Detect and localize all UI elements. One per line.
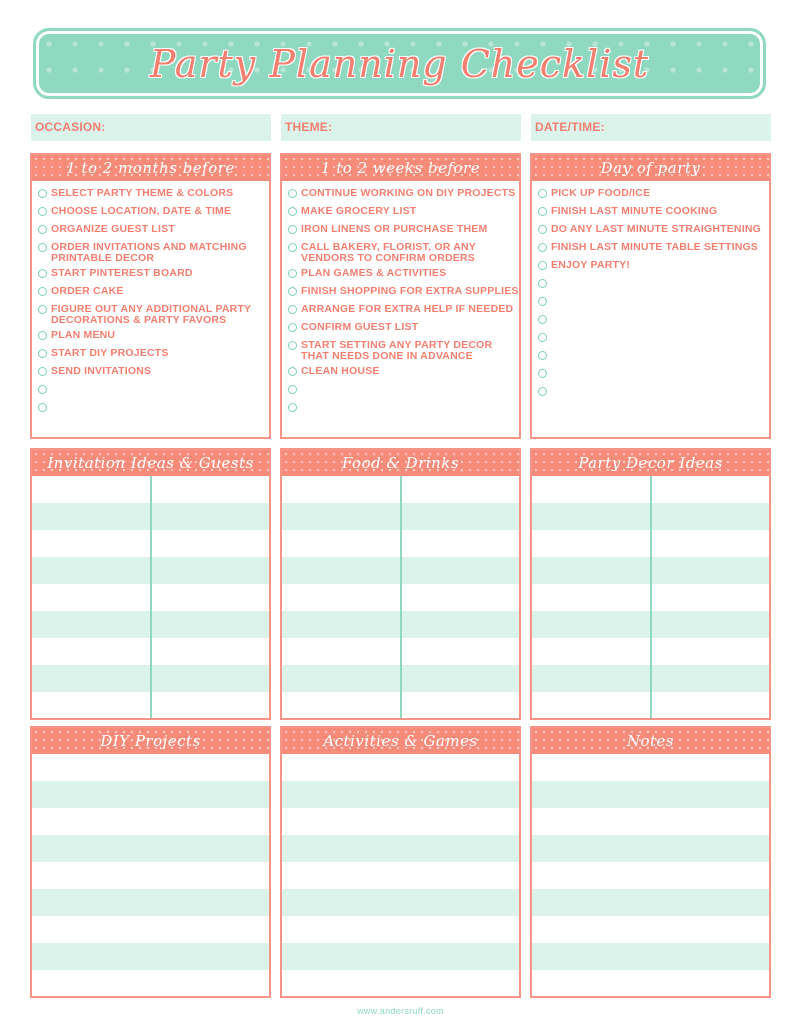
card-header	[532, 450, 769, 476]
checklist-item-text: PLAN GAMES & ACTIVITIES	[301, 267, 447, 279]
table-row[interactable]	[32, 862, 269, 889]
table-row[interactable]	[532, 754, 769, 781]
checklist-item-text: CONTINUE WORKING ON DIY PROJECTS	[301, 187, 516, 199]
table-row[interactable]	[532, 862, 769, 889]
checkbox-circle-icon[interactable]	[38, 287, 47, 296]
checklist-item-text: CLEAN HOUSE	[301, 365, 380, 377]
checkbox-circle-icon[interactable]	[288, 269, 297, 278]
checklist-item-text: ENJOY PARTY!	[551, 259, 631, 271]
checkbox-circle-icon[interactable]	[38, 243, 47, 252]
table-body[interactable]	[282, 476, 519, 718]
table-row[interactable]	[282, 943, 519, 970]
table-row[interactable]	[32, 781, 269, 808]
table-body[interactable]	[32, 754, 269, 996]
checklist-item[interactable]	[288, 322, 519, 335]
checklist-item-text: START DIY PROJECTS	[51, 347, 169, 359]
table-card-decor	[530, 448, 771, 720]
checklist-item-text: CONFIRM GUEST LIST	[301, 321, 419, 333]
checklist-item-text: SELECT PARTY THEME & COLORS	[51, 187, 234, 199]
table-card-food	[280, 448, 521, 720]
checklist-item-text: ORGANIZE GUEST LIST	[51, 223, 175, 235]
checklist-title-weeks: 1 to 2 weeks before	[320, 159, 481, 177]
checklist-item[interactable]	[288, 286, 519, 299]
occasion-field[interactable]	[31, 114, 271, 141]
checkbox-circle-icon[interactable]	[538, 315, 547, 324]
theme-label: THEME:	[285, 120, 333, 134]
checklist-item[interactable]	[538, 260, 769, 273]
column-divider	[650, 476, 652, 718]
checklist-item-text: FINISH LAST MINUTE COOKING	[551, 205, 718, 217]
checklist-item[interactable]	[38, 286, 269, 299]
checklist-item-text: SEND INVITATIONS	[51, 365, 152, 377]
checklist-item[interactable]	[38, 402, 269, 415]
date-time-field[interactable]	[531, 114, 771, 141]
checklist-item[interactable]	[38, 242, 269, 263]
checklist-item[interactable]	[288, 224, 519, 237]
checkbox-circle-icon[interactable]	[38, 331, 47, 340]
checklist-item[interactable]	[288, 304, 519, 317]
table-row[interactable]	[282, 835, 519, 862]
checklist-item[interactable]	[538, 368, 769, 381]
checklist-item[interactable]	[38, 330, 269, 343]
table-row[interactable]	[532, 808, 769, 835]
card-header	[282, 155, 519, 181]
checkbox-circle-icon[interactable]	[38, 269, 47, 278]
checklist-item[interactable]	[538, 224, 769, 237]
checkbox-circle-icon[interactable]	[38, 385, 47, 394]
checklist-item[interactable]	[288, 366, 519, 379]
table-row[interactable]	[282, 781, 519, 808]
checklist-item-text: CHOOSE LOCATION, DATE & TIME	[51, 205, 232, 217]
checkbox-circle-icon[interactable]	[288, 207, 297, 216]
checklist-item-text: FIGURE OUT ANY ADDITIONAL PARTY DECORATIONS & PARTY FAVORS	[51, 303, 252, 326]
checklist-item-text: MAKE GROCERY LIST	[301, 205, 417, 217]
checkbox-circle-icon[interactable]	[538, 279, 547, 288]
checkbox-circle-icon[interactable]	[288, 243, 297, 252]
checklist-item[interactable]	[288, 206, 519, 219]
table-title-activities: Activities & Games	[323, 732, 478, 750]
table-card-notes	[530, 726, 771, 998]
table-row[interactable]	[32, 808, 269, 835]
checkbox-circle-icon[interactable]	[38, 349, 47, 358]
checklist-card-weeks	[280, 153, 521, 439]
checkbox-circle-icon[interactable]	[538, 225, 547, 234]
task-list	[32, 181, 269, 415]
table-title-decor: Party Decor Ideas	[578, 454, 723, 472]
table-body[interactable]	[532, 476, 769, 718]
table-row[interactable]	[532, 916, 769, 943]
title-banner	[33, 28, 766, 99]
checkbox-circle-icon[interactable]	[538, 243, 547, 252]
checkbox-circle-icon[interactable]	[38, 225, 47, 234]
table-title-diy: DIY Projects	[100, 732, 201, 750]
date-time-label: DATE/TIME:	[535, 120, 605, 134]
checkbox-circle-icon[interactable]	[288, 305, 297, 314]
table-title-food: Food & Drinks	[341, 454, 460, 472]
checklist-item[interactable]	[38, 268, 269, 281]
checkbox-circle-icon[interactable]	[288, 403, 297, 412]
checkbox-circle-icon[interactable]	[538, 351, 547, 360]
checklist-item[interactable]	[538, 350, 769, 363]
checklist-item[interactable]	[38, 224, 269, 237]
table-row[interactable]	[32, 943, 269, 970]
checklist-item[interactable]	[538, 314, 769, 327]
footer-link[interactable]: www.andersruff.com	[357, 1006, 444, 1016]
table-row[interactable]	[532, 970, 769, 997]
checkbox-circle-icon[interactable]	[538, 189, 547, 198]
checklist-item-text: FINISH SHOPPING FOR EXTRA SUPPLIES	[301, 285, 519, 297]
checklist-item-text: ARRANGE FOR EXTRA HELP IF NEEDED	[301, 303, 514, 315]
checklist-item[interactable]	[538, 206, 769, 219]
checkbox-circle-icon[interactable]	[538, 261, 547, 270]
table-row[interactable]	[532, 835, 769, 862]
checklist-item-text: START SETTING ANY PARTY DECOR THAT NEEDS DONE IN ADVANCE	[301, 339, 493, 362]
checklist-card-months	[30, 153, 271, 439]
table-title-notes: Notes	[626, 732, 675, 750]
checklist-item[interactable]	[38, 348, 269, 361]
checklist-title-day: Day of party	[600, 159, 701, 177]
card-header	[532, 155, 769, 181]
checkbox-circle-icon[interactable]	[288, 287, 297, 296]
checklist-item[interactable]	[538, 278, 769, 291]
checklist-item[interactable]	[288, 384, 519, 397]
checkbox-circle-icon[interactable]	[38, 403, 47, 412]
checklist-item-text: IRON LINENS OR PURCHASE THEM	[301, 223, 488, 235]
card-header	[282, 450, 519, 476]
table-card-invitations	[30, 448, 271, 720]
checkbox-circle-icon[interactable]	[38, 305, 47, 314]
table-body[interactable]	[282, 754, 519, 996]
table-body[interactable]	[532, 754, 769, 996]
card-header	[32, 155, 269, 181]
table-row[interactable]	[282, 889, 519, 916]
checkbox-circle-icon[interactable]	[288, 367, 297, 376]
checklist-item-text: ORDER INVITATIONS AND MATCHING PRINTABLE DECOR	[51, 241, 247, 264]
checklist-item-text: DO ANY LAST MINUTE STRAIGHTENING	[551, 223, 761, 235]
card-header	[282, 728, 519, 754]
table-row[interactable]	[282, 862, 519, 889]
checklist-item[interactable]	[538, 332, 769, 345]
checklist-item[interactable]	[538, 188, 769, 201]
table-row[interactable]	[32, 835, 269, 862]
table-row[interactable]	[282, 754, 519, 781]
checkbox-circle-icon[interactable]	[288, 225, 297, 234]
table-row[interactable]	[532, 781, 769, 808]
checklist-item[interactable]	[288, 340, 519, 361]
task-list	[532, 181, 769, 399]
checklist-item[interactable]	[288, 402, 519, 415]
checkbox-circle-icon[interactable]	[288, 341, 297, 350]
checkbox-circle-icon[interactable]	[38, 367, 47, 376]
table-row[interactable]	[32, 754, 269, 781]
checkbox-circle-icon[interactable]	[538, 297, 547, 306]
table-row[interactable]	[32, 970, 269, 997]
checkbox-circle-icon[interactable]	[288, 323, 297, 332]
checklist-item[interactable]	[38, 188, 269, 201]
table-row[interactable]	[32, 889, 269, 916]
checklist-item-text: CALL BAKERY, FLORIST, OR ANY VENDORS TO CONFIRM ORDERS	[301, 241, 476, 264]
checklist-item-text: PLAN MENU	[51, 329, 116, 341]
checklist-item[interactable]	[288, 188, 519, 201]
checklist-item[interactable]	[538, 386, 769, 399]
checkbox-circle-icon[interactable]	[538, 333, 547, 342]
table-row[interactable]	[282, 970, 519, 997]
task-list	[282, 181, 519, 415]
card-header	[32, 728, 269, 754]
checklist-card-day	[530, 153, 771, 439]
checklist-item-text: PICK UP FOOD/ICE	[551, 187, 651, 199]
table-row[interactable]	[532, 889, 769, 916]
table-body[interactable]	[32, 476, 269, 718]
checkbox-circle-icon[interactable]	[38, 189, 47, 198]
checkbox-circle-icon[interactable]	[538, 207, 547, 216]
table-row[interactable]	[282, 808, 519, 835]
checkbox-circle-icon[interactable]	[38, 207, 47, 216]
table-row[interactable]	[32, 916, 269, 943]
checklist-item-text: FINISH LAST MINUTE TABLE SETTINGS	[551, 241, 759, 253]
theme-field[interactable]	[281, 114, 521, 141]
checkbox-circle-icon[interactable]	[538, 369, 547, 378]
checklist-item-text: ORDER CAKE	[51, 285, 124, 297]
checklist-title-months: 1 to 2 months before	[66, 159, 235, 177]
checkbox-circle-icon[interactable]	[288, 189, 297, 198]
checklist-item[interactable]	[38, 206, 269, 219]
page-title: Party Planning Checklist	[149, 41, 650, 86]
checklist-item[interactable]	[38, 384, 269, 397]
card-header	[32, 450, 269, 476]
checklist-item[interactable]	[288, 268, 519, 281]
checklist-item[interactable]	[38, 366, 269, 379]
column-divider	[150, 476, 152, 718]
table-row[interactable]	[282, 916, 519, 943]
checkbox-circle-icon[interactable]	[538, 387, 547, 396]
checklist-item[interactable]	[538, 242, 769, 255]
table-row[interactable]	[532, 943, 769, 970]
checklist-item[interactable]	[538, 296, 769, 309]
checklist-item[interactable]	[288, 242, 519, 263]
checklist-item[interactable]	[38, 304, 269, 325]
checklist-item-text: START PINTEREST BOARD	[51, 267, 193, 279]
card-header	[532, 728, 769, 754]
table-card-diy	[30, 726, 271, 998]
checkbox-circle-icon[interactable]	[288, 385, 297, 394]
table-card-activities	[280, 726, 521, 998]
occasion-label: OCCASION:	[35, 120, 106, 134]
table-title-invitations: Invitation Ideas & Guests	[47, 454, 254, 472]
column-divider	[400, 476, 402, 718]
